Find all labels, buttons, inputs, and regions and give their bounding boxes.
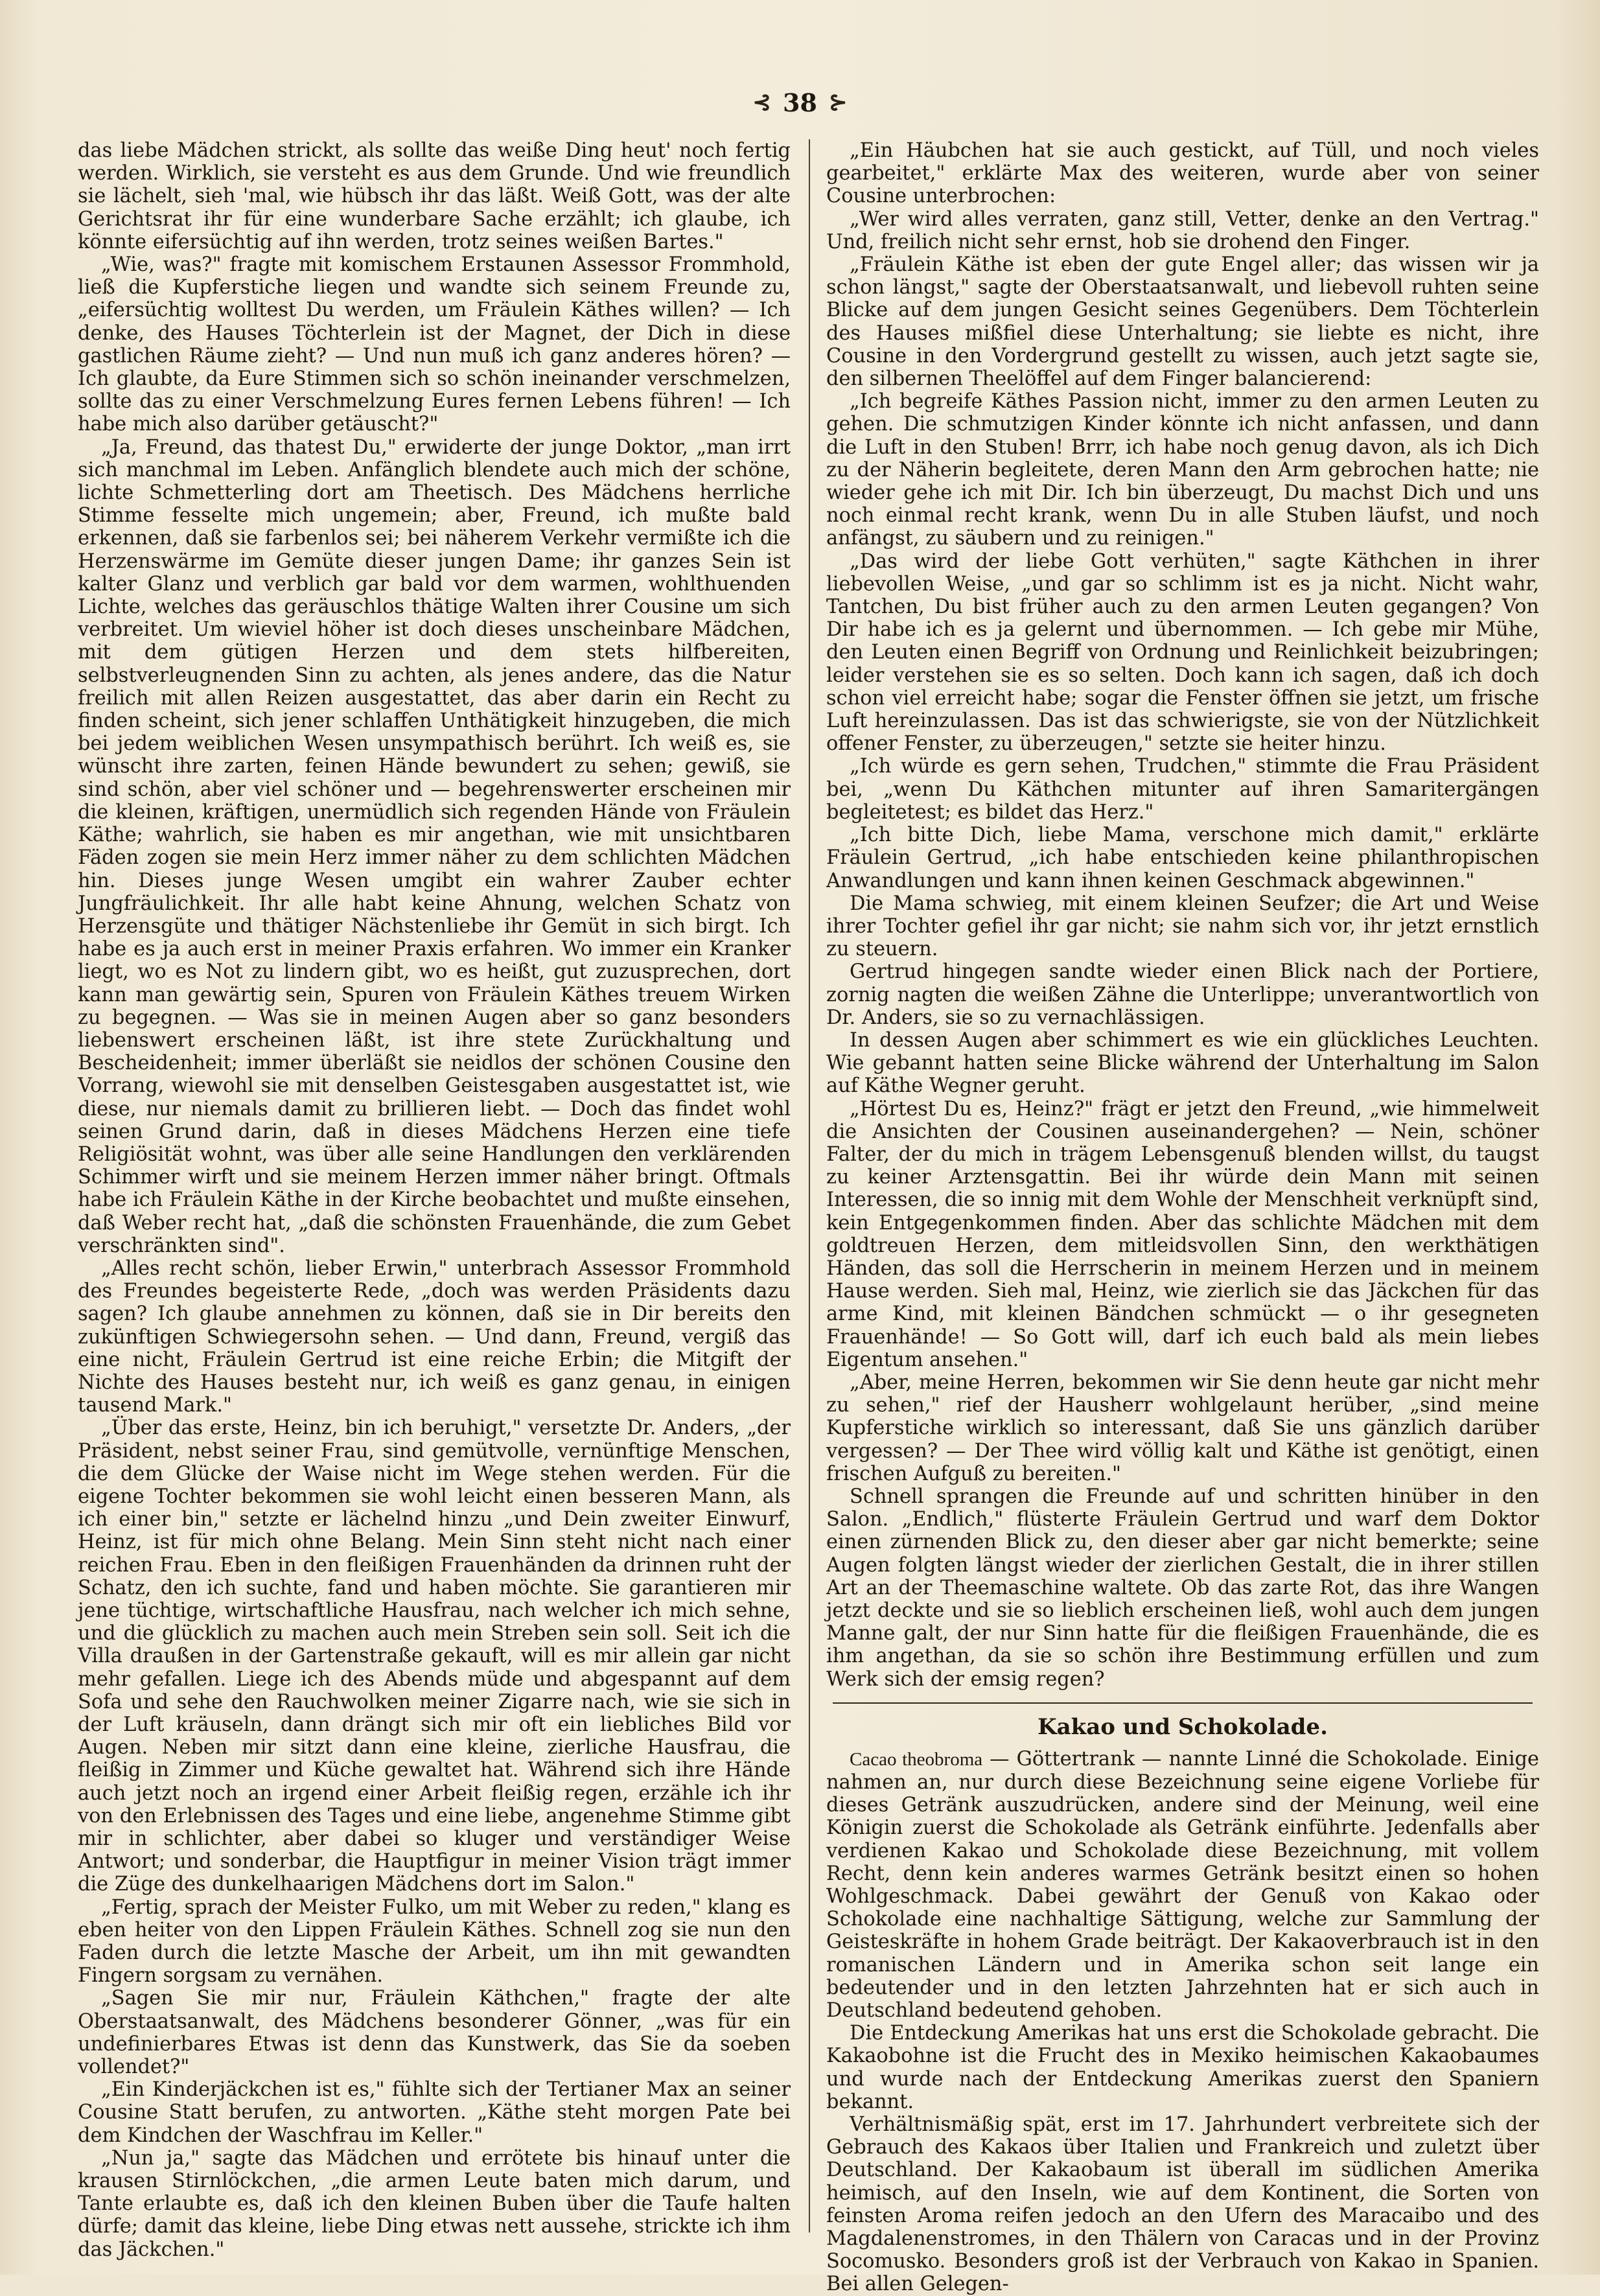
story-paragraph: „Fertig, sprach der Meister Fulko, um mit Weber zu reden," klang es eben heiter von den Lippen Fräulein Käthes. Schnell zog sie nun den Faden durch die letzte Masche der Arbeit, um ihn mit gewandten Fingern sorgsam zu vernähen. <box>78 1896 791 1988</box>
story-paragraph: Schnell sprangen die Freunde auf und schritten hinüber in den Salon. „Endlich," flüsterte Fräulein Gertrud und warf dem Doktor einen zürnenden Blick zu, den dieser aber gar nicht bemerkte; seine Augen folgten längst wieder der zierlichen Gestalt, die in ihrer stillen Art an der Theemaschine waltete. Ob das zarte Rot, das ihre Wangen jetzt deckte und sie so lieblich erscheinen ließ, wohl auch dem jungen Manne galt, der nur Sinn hatte für die fleißigen Frauenhände, die es ihm angethan, da sie so schön ihre Bestimmung erfüllen und zum Werk sich der emsig regen? <box>826 1485 1539 1691</box>
ornament-left-icon: ⊰ <box>752 89 772 115</box>
story-paragraph: „Sagen Sie mir nur, Fräulein Käthchen," fragte der alte Oberstaatsanwalt, des Mädchens besonderer Gönner, „was für ein undefinierbares Etwas ist denn das Kunstwerk, das Sie da soeben vollendet?" <box>78 1987 791 2079</box>
story-paragraph: „Ich begreife Käthes Passion nicht, immer zu den armen Leuten zu gehen. Die schmutzigen Kinder könnte ich nicht anfassen, und dann die Luft in den Stuben! Brrr, ich habe noch genug davon, als ich Dich zu der Näherin begleitete, deren Mann den Arm gebrochen hatte; nie wieder gehe ich mit Dir. Ich bin überzeugt, Du machst Dich und uns noch einmal recht krank, wenn Du in alle Stuben läufst, und noch anfängst, zu säubern und zu reinigen." <box>826 390 1539 550</box>
story-paragraph: „Hörtest Du es, Heinz?" frägt er jetzt den Freund, „wie himmelweit die Ansichten der Cousinen auseinandergehen? — Nein, schöner Falter, der du mich in trägem Lebensgenuß blenden willst, du taugst zu keiner Arztensgattin. Bei ihr würde dein Mann mit seinen Interessen, die so innig mit dem Wohle der Menschheit verknüpft sind, kein Entgegenkommen finden. Aber das schlichte Mädchen mit dem goldtreuen Herzen, dem mitleidsvollen Sinn, den werkthätigen Händen, das soll die Herrscherin in meinem Herzen und in meinem Hause werden. Sieh mal, Heinz, wie zierlich sie das Jäckchen für das arme Kind, mit kleinen Bändchen schmückt — o ihr gesegneten Frauenhände! — So Gott will, darf ich euch bald als mein liebes Eigentum ansehen." <box>826 1097 1539 1371</box>
story-paragraph: das liebe Mädchen strickt, als sollte das weiße Ding heut' noch fertig werden. Wirklich, sie versteht es aus dem Grunde. Und wie freundlich sie lächelt, sieh 'mal, wie hübsch ihr das läßt. Weiß Gott, was der alte Gerichtsrat ihr für eine wunderbare Sache erzählt; ich glaube, ich könnte eifersüchtig auf ihn werden, trotz seines weißen Bartes." <box>78 139 791 253</box>
article-paragraph: Die Entdeckung Amerikas hat uns erst die Schokolade gebracht. Die Kakaobohne ist die Frucht des in Mexiko heimischen Kakaobaumes und wurde nach der Entdeckung Amerikas zuerst den Spaniern bekannt. <box>826 2022 1539 2113</box>
article-paragraph: Verhältnismäßig spät, erst im 17. Jahrhundert verbreitete sich der Gebrauch des Kakaos über Italien und Frankreich und zuletzt über Deutschland. Der Kakaobaum ist überall im südlichen Amerika heimisch, auf den Inseln, wie auf dem Kontinent, die Sorten von feinsten Aroma reifen jedoch an den Ufern des Maracaibo und des Magdalenenstromes, in den Thälern von Caracas und in der Provinz Socomusko. Besonders groß ist der Verbrauch von Kakao in Spanien. Bei allen Gelegen- <box>826 2113 1539 2296</box>
story-paragraph: Die Mama schwieg, mit einem kleinen Seufzer; die Art und Weise ihrer Tochter gefiel ihr gar nicht; sie nahm sich vor, ihr jetzt ernstlich zu steuern. <box>826 892 1539 961</box>
story-paragraph: „Ja, Freund, das thatest Du," erwiderte der junge Doktor, „man irrt sich manchmal im Leben. Anfänglich blendete auch mich der schöne, lichte Schmetterling dort am Theetisch. Des Mädchens herrliche Stimme fesselte mich ungemein; aber, Freund, ich mußte bald erkennen, daß sie farbenlos sei; bei näherem Verkehr vermißte ich die Herzenswärme im Gemüte dieser jungen Dame; ihr ganzes Sein ist kalter Glanz und verblich gar bald vor dem warmen, wohlthuenden Lichte, welches das geräuschlos thätige Walten ihrer Cousine um sich verbreitet. Um wieviel höher ist doch dieses unscheinbare Mädchen, mit dem gütigen Herzen und dem stets hilfbereiten, selbstverleugnenden Sinn zu achten, als jenes andere, das die Natur freilich mit allen Reizen ausgestattet, das aber darin ein Recht zu finden scheint, sich jener schlaffen Unthätigkeit hinzugeben, die mich bei jedem weiblichen Wesen unsympathisch berührt. Ich weiß es, sie wünscht ihre zarten, feinen Hände bewundert zu sehen; gewiß, sie sind schön, aber viel schöner und — begehrenswerter erscheinen mir die kleinen, kräftigen, unermüdlich sich regenden Hände von Fräulein Käthe; wahrlich, sie haben es mir angethan, wie mit unsichtbaren Fäden zogen sie mein Herz immer näher zu dem schlichten Mädchen hin. Dieses junge Wesen umgibt ein wahrer Zauber echter Jungfräulichkeit. Ihr alle habt keine Ahnung, welchen Schatz von Herzensgüte und thätiger Nächstenliebe ihr Gemüt in sich birgt. Ich habe es ja auch erst in meiner Praxis erfahren. Wo immer ein Kranker liegt, wo es Not zu lindern gibt, wo es heißt, gut zuzusprechen, dort kann man gewärtig sein, Spuren von Fräulein Käthes treuem Wirken zu begegnen. — Was sie in meinen Augen aber so ganz besonders liebenswert erscheinen läßt, ist ihre stete Zurückhaltung und Bescheidenheit; immer überläßt sie neidlos der schönen Cousine den Vorrang, wiewohl sie mit denselben Geistesgaben ausgestattet ist, wie diese, nur niemals damit zu brillieren liebt. — Doch das findet wohl seinen Grund darin, daß in dieses Mädchens Herzen eine tiefe Religiösität wohnt, was über alle seine Handlungen den verklärenden Schimmer wirft und sie meinem Herzen immer näher bringt. Oftmals habe ich Fräulein Käthe in der Kirche beobachtet und mußte einsehen, daß Weber recht hat, „daß die schönsten Frauenhände, die zum Gebet verschränkten sind". <box>78 435 791 1257</box>
article-paragraph <box>826 1748 1539 2022</box>
story-paragraph: „Ich bitte Dich, liebe Mama, verschone mich damit," erklärte Fräulein Gertrud, „ich habe entschieden keine philanthropischen Anwandlungen und kann ihnen keinen Geschmack abgewinnen." <box>826 824 1539 892</box>
section-divider <box>833 1702 1533 1704</box>
story-paragraph: „Nun ja," sagte das Mädchen und errötete bis hinauf unter die krausen Stirnlöckchen, „die armen Leute baten mich darum, und Tante erlaubte es, daß ich den kleinen Buben über die Taufe halten dürfe; damit das kleine, liebe Ding etwas nett aussehe, strickte ich ihm das Jäckchen." <box>78 2146 791 2261</box>
article-lead-text: — Göttertrank — nannte Linné die Schokolade. Einige nahmen an, nur durch diese Bezeichnung seine eigene Vorliebe für dieses Getränk auszudrücken, andere sind der Meinung, weil eine Königin zuerst die Schokolade als Getränk einführte. Jedenfalls aber verdienen Kakao und Schokolade diese Bezeichnung, mit vollem Recht, denn kein anderes warmes Getränk besitzt einen so hohen Wohlgeschmack. Dabei gewährt der Genuß von Kakao oder Schokolade eine nachhaltige Sättigung, welche zur Sammlung der Geisteskräfte in hohem Grade beiträgt. Der Kakaoverbrauch ist in den romanischen Ländern und in Amerika schon seit lange ein bedeutender und in den letzten Jahrzehnten hat er sich auch in Deutschland bedeutend gehoben. <box>826 1747 1539 2023</box>
column-divider <box>809 139 810 2232</box>
story-paragraph: „Ich würde es gern sehen, Trudchen," stimmte die Frau Präsident bei, „wenn Du Käthchen mitunter auf ihren Samaritergängen begleitetest; es bildet das Herz." <box>826 755 1539 824</box>
page-number: 38 <box>783 87 817 117</box>
story-paragraph: „Über das erste, Heinz, bin ich beruhigt," versetzte Dr. Anders, „der Präsident, nebst seiner Frau, sind gemütvolle, vernünftige Menschen, die dem Glücke der Waise nicht im Wege stehen werden. Für die eigene Tochter bekommen sie wohl leicht einen besseren Mann, als ich einer bin," setzte er lächelnd hinzu „und Dein zweiter Einwurf, Heinz, ist für mich ohne Belang. Mein Sinn steht nicht nach einer reichen Frau. Eben in den fleißigen Frauenhänden da drinnen ruht der Schatz, den ich suchte, fand und haben möchte. Sie garantieren mir jene tüchtige, wirtschaftliche Hausfrau, nach welcher ich mich sehne, und die glücklich zu machen auch mein Streben sein soll. Seit ich die Villa draußen in der Gartenstraße gekauft, will es mir allein gar nicht mehr gefallen. Liege ich des Abends müde und abgespannt auf dem Sofa und sehe den Rauchwolken meiner Zigarre nach, wie sie sich in der Luft kräuseln, dann drängt sich mir oft ein liebliches Bild vor Augen. Neben mir sitzt dann eine kleine, zierliche Hausfrau, die fleißig in Zimmer und Küche gewaltet hat. Während sich ihre Hände auch jetzt noch an irgend einer Arbeit fleißig regen, erzähle ich ihr von den Erlebnissen des Tages und eine liebe, angenehme Stimme gibt mir in schlichter, aber dabei so kluger und verständiger Weise Antwort; und sonderbar, die Hauptfigur in meiner Vision trägt immer die Züge des dunkelhaarigen Mädchens dort im Salon." <box>78 1417 791 1896</box>
left-column <box>78 139 791 2261</box>
story-paragraph: „Ein Häubchen hat sie auch gestickt, auf Tüll, und noch vieles gearbeitet," erklärte Max des weiteren, wurde aber von seiner Cousine unterbrochen: <box>826 139 1539 208</box>
ornament-right-icon: ⊱ <box>828 89 848 115</box>
story-paragraph: „Wer wird alles verraten, ganz still, Vetter, denke an den Vertrag." Und, freilich nicht sehr ernst, hob sie drohend den Finger. <box>826 207 1539 253</box>
right-column <box>826 139 1539 2296</box>
latin-term: Cacao theobroma <box>850 1748 983 1770</box>
story-paragraph: „Aber, meine Herren, bekommen wir Sie denn heute gar nicht mehr zu sehen," rief der Hausherr wohlgelaunt herüber, „sind meine Kupferstiche wirklich so interessant, daß Sie uns gänzlich darüber vergessen? — Der Thee wird völlig kalt und Käthe ist genötigt, einen frischen Aufguß zu bereiten." <box>826 1371 1539 1485</box>
story-paragraph: Gertrud hingegen sandte wieder einen Blick nach der Portiere, zornig nagten die weißen Zähne die Unterlippe; unverantwortlich von Dr. Anders, sie so zu vernachlässigen. <box>826 960 1539 1029</box>
story-paragraph: „Das wird der liebe Gott verhüten," sagte Käthchen in ihrer liebevollen Weise, „und gar so schlimm ist es ja nicht. Nicht wahr, Tantchen, Du bist früher auch zu den armen Leuten gegangen? Von Dir habe ich es ja gelernt und übernommen. — Ich gebe mir Mühe, den Leuten einen Begriff von Ordnung und Reinlichkeit beizubringen; leider verstehen sie es so selten. Doch kann ich sagen, daß ich doch schon viel erreicht habe; sogar die Fenster öffnen sie jetzt, um frische Luft hereinzulassen. Das ist das schwierigste, sie von der Nützlichkeit offener Fenster, zu überzeugen," setzte sie heiter hinzu. <box>826 550 1539 756</box>
story-paragraph: „Alles recht schön, lieber Erwin," unterbrach Assessor Frommhold des Freundes begeisterte Rede, „doch was werden Präsidents dazu sagen? Ich glaube annehmen zu können, daß sie in Dir bereits den zukünftigen Schwiegersohn sehen. — Und dann, Freund, vergiß das eine nicht, Fräulein Gertrud ist eine reiche Erbin; die Mitgift der Nichte des Hauses besteht nur, ich weiß es ganz genau, in einigen tausend Mark." <box>78 1257 791 1417</box>
page-header <box>648 83 952 122</box>
story-paragraph: „Ein Kinderjäckchen ist es," fühlte sich der Tertianer Max an seiner Cousine Statt berufen, zu antworten. „Käthe steht morgen Pate bei dem Kindchen der Waschfrau im Keller." <box>78 2078 791 2147</box>
article-title: Kakao und Schokolade. <box>1038 1713 1328 1740</box>
story-paragraph: In dessen Augen aber schimmert es wie ein glückliches Leuchten. Wie gebannt hatten seine Blicke während der Unterhaltung im Salon auf Käthe Wegner geruht. <box>826 1028 1539 1098</box>
story-paragraph: „Fräulein Käthe ist eben der gute Engel aller; das wissen wir ja schon längst," sagte der Oberstaatsanwalt, und liebevoll ruhten seine Blicke auf dem jungen Gesicht seines Gegenübers. Dem Töchterlein des Hauses mißfiel diese Unterhaltung; sie liebte es nicht, ihre Cousine in den Vordergrund gestellt zu wissen, auch jetzt sagte sie, den silbernen Theelöffel auf dem Finger balancierend: <box>826 253 1539 391</box>
story-paragraph: „Wie, was?" fragte mit komischem Erstaunen Assessor Frommhold, ließ die Kupferstiche liegen und wandte sich seinem Freunde zu, „eifersüchtig wolltest Du werden, um Fräulein Käthes willen? — Ich denke, des Hauses Töchterlein ist der Magnet, der Dich in diese gastlichen Räume zieht? — Und nun muß ich ganz anderes hören? — Ich glaubte, da Eure Stimmen sich so schön ineinander verschmelzen, sollte das zu einer Verschmelzung Eures fernen Lebens führen! — Ich habe mich also darüber getäuscht?" <box>78 253 791 436</box>
